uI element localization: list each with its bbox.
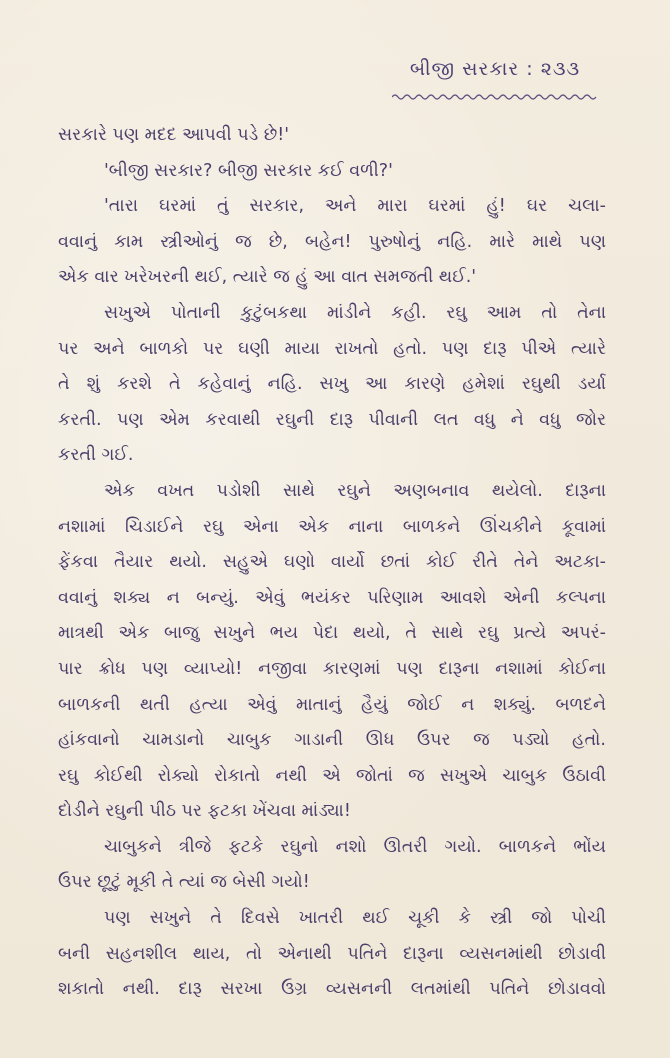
text-line: સખુએ પોતાની કુટુંબકથા માંડીને કહી. રઘુ આમ તો તેના	[104, 302, 606, 323]
text-line: કરતી ગઈ.	[58, 445, 134, 466]
text-line: દોડીને રઘુની પીઠ પર ફટકા ખેંચવા માંડ્યા!	[58, 801, 351, 822]
text-line: બની સહનશીલ થાય, તો એનાથી પતિને દારૂના વ્યસનમાંથી છોડાવી	[58, 943, 606, 964]
text-line: વવાનું શક્ય ન બન્યું. એવું ભયંકર પરિણામ આવશે એની કલ્પના	[58, 587, 606, 608]
text-line: ફેંકવા તૈયાર થયો. સહુએ ઘણો વાર્યો છતાં કોઈ રીતે તેને અટકા-	[58, 552, 606, 573]
text-line: હાંકવાનો ચામડાનો ચાબુક ગાડાની ઊધ ઉપર જ પડ્યો હતો.	[58, 730, 606, 751]
text-line: શકાતો નથી. દારૂ સરખા ઉગ્ર વ્યસનની લતમાંથી પતિને છોડાવવો	[58, 979, 606, 1000]
text-line: એક વાર ખરેખરની થઈ, ત્યારે જ હું આ વાત સમજતી થઈ.'	[58, 267, 477, 288]
text-line: બાળકની થતી હત્યા એવું માતાનું હૈયું જોઈ ન શક્યું. બળદને	[58, 694, 606, 715]
text-line: પર અને બાળકો પર ઘણી માયા રાખતો હતો. પણ દારૂ પીએ ત્યારે	[58, 338, 606, 359]
text-line: સરકારે પણ મદદ આપવી પડે છે!'	[58, 125, 290, 145]
running-head: બીજી સરકાર : ૨૩૩	[409, 58, 581, 80]
text-line: ચાબુકને ત્રીજે ફટકે રઘુનો નશો ઊતરી ગયો. બાળકને ભોંય	[104, 836, 606, 857]
text-line: રઘુ કોઈથી રોક્યો રોકાતો નથી એ જોતાં જ સખુએ ચાબુક ઉઠાવી	[58, 765, 606, 786]
text-line: માત્રથી એક બાજુ સખુને ભય પેદા થયો, તે સાથે રઘુ પ્રત્યે અપરં-	[58, 623, 606, 644]
text-line: 'તારા ઘરમાં તું સરકાર, અને મારા ઘરમાં હું! ઘર ચલા-	[104, 196, 606, 217]
text-line: એક વખત પડોશી સાથે રઘુને અણબનાવ થયેલો. દારૂના	[104, 480, 606, 501]
text-line: નશામાં ચિડાઈને રઘુ એના એક નાના બાળકને ઊંચકીને કૂવામાં	[58, 516, 606, 537]
text-line: પણ સખુને તે દિવસે ખાતરી થઈ ચૂકી કે સ્ત્રી જો પોચી	[104, 908, 606, 929]
body-text	[58, 118, 606, 1008]
text-line: ઉપર છૂટું મૂકી તે ત્યાં જ બેસી ગયો!	[58, 872, 310, 893]
text-line: કરતી. પણ એમ કરવાથી રઘુની દારૂ પીવાની લત વધુ ને વધુ જોર	[58, 409, 606, 430]
running-head-wavy-rule	[392, 92, 598, 102]
text-line: 'બીજી સરકાર? બીજી સરકાર કઈ વળી?'	[104, 160, 393, 181]
text-line: પાર ક્રોધ પણ વ્યાપ્યો! નજીવા કારણમાં પણ દારૂના નશામાં કોઈના	[58, 658, 606, 679]
text-line: વવાનું કામ સ્ત્રીઓનું જ છે, બહેન! પુરુષોનું નહિ. મારે માથે પણ	[58, 231, 606, 252]
text-line: તે શું કરશે તે કહેવાનું નહિ. સખુ આ કારણે હમેશાં રઘુથી ડર્યા	[58, 374, 606, 395]
